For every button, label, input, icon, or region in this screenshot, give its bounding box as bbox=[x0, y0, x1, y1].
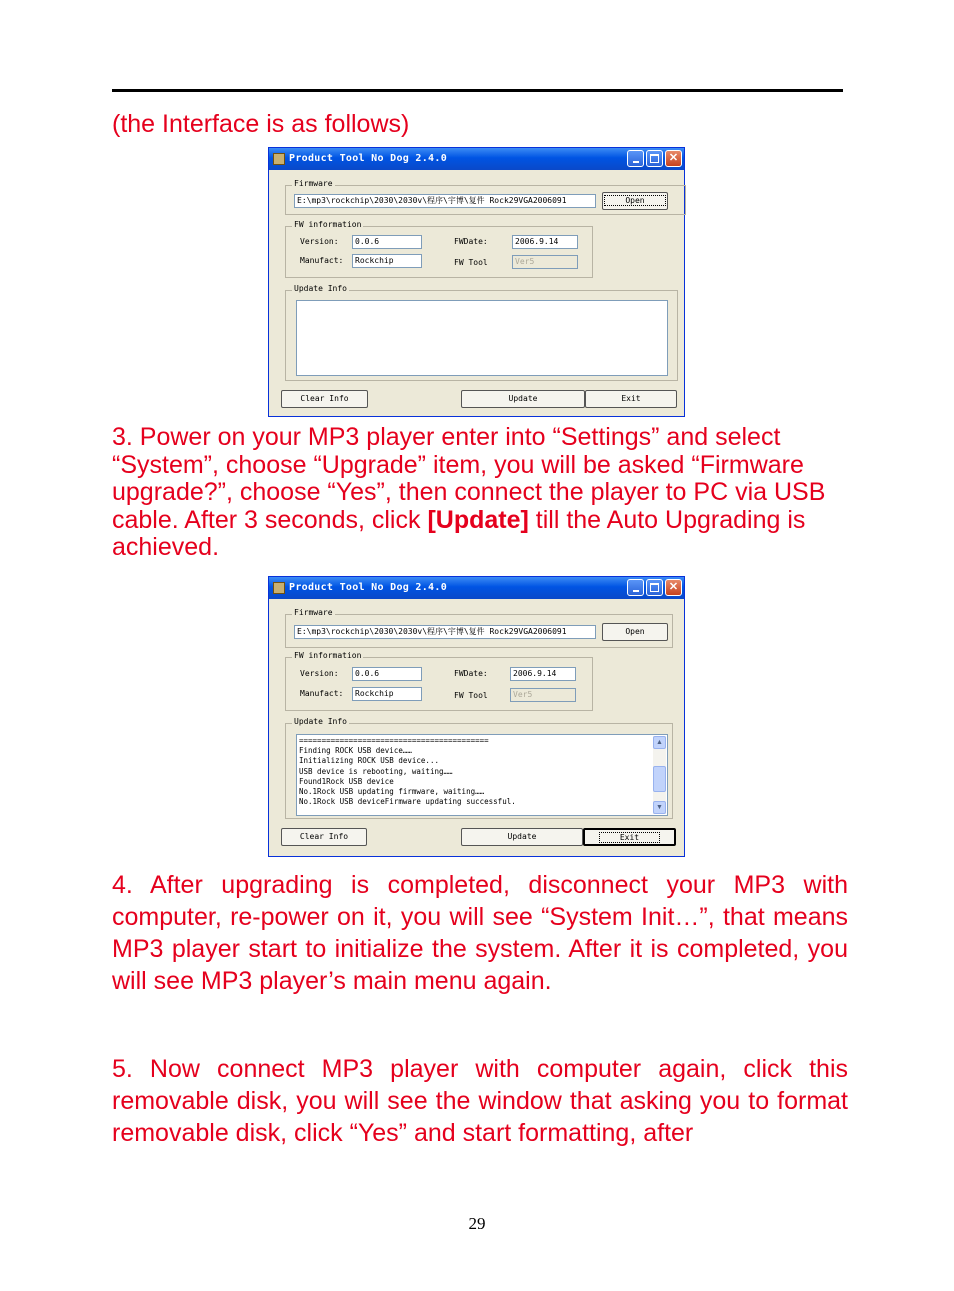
fwdate-field[interactable]: 2006.9.14 bbox=[512, 235, 578, 249]
maximize-button[interactable] bbox=[646, 150, 663, 167]
fwtool-label: FW Tool bbox=[454, 258, 488, 267]
scroll-thumb[interactable] bbox=[653, 766, 666, 792]
fwtool-label: FW Tool bbox=[454, 691, 488, 700]
maximize-icon bbox=[650, 583, 659, 592]
firmware-group bbox=[285, 608, 673, 648]
version-label: Version: bbox=[300, 237, 339, 246]
firmware-path-field[interactable]: E:\mp3\rockchip\2030\2030v\程序\宇博\复件 Rock29VGA2006091 bbox=[294, 194, 596, 208]
log-scrollbar[interactable] bbox=[653, 736, 666, 814]
minimize-icon bbox=[633, 161, 639, 163]
step-5-paragraph: 5. Now connect MP3 player with computer again, click this removable disk, you will see the window that asking you to format removable disk, click “Yes” and start formatting, after bbox=[112, 1055, 848, 1147]
fwtool-field: Ver5 bbox=[512, 255, 578, 269]
log-line: Initializing ROCK USB device... bbox=[299, 756, 439, 766]
page-number: 29 bbox=[468, 1214, 486, 1233]
header-rule bbox=[112, 89, 843, 92]
minimize-button[interactable] bbox=[627, 579, 644, 596]
fwdate-label: FWDate: bbox=[454, 237, 488, 246]
manufact-field[interactable]: Rockchip bbox=[352, 687, 422, 701]
window-title: Product Tool No Dog 2.4.0 bbox=[289, 153, 448, 164]
fw-information-group bbox=[285, 651, 593, 711]
version-field[interactable]: 0.0.6 bbox=[352, 235, 422, 249]
close-icon: ✕ bbox=[668, 152, 679, 164]
exit-button[interactable]: Exit bbox=[583, 828, 676, 846]
close-icon: ✕ bbox=[668, 581, 679, 593]
log-line: ========================================== bbox=[299, 736, 489, 745]
fwdate-field[interactable]: 2006.9.14 bbox=[510, 667, 576, 681]
firmware-legend: Firmware bbox=[294, 608, 333, 617]
scroll-up-icon[interactable]: ▲ bbox=[653, 736, 666, 749]
minimize-button[interactable] bbox=[627, 150, 644, 167]
open-button[interactable]: Open bbox=[602, 192, 668, 210]
fw-info-legend: FW information bbox=[294, 651, 362, 660]
intro-text: (the Interface is as follows) bbox=[112, 110, 410, 138]
version-field[interactable]: 0.0.6 bbox=[352, 667, 422, 681]
update-button[interactable]: Update bbox=[461, 390, 585, 408]
manufact-label: Manufact: bbox=[300, 256, 344, 265]
fwtool-field: Ver5 bbox=[510, 688, 576, 702]
update-log-box[interactable] bbox=[296, 300, 668, 376]
log-line: Finding ROCK USB device…… bbox=[299, 746, 412, 756]
scroll-down-icon[interactable]: ▼ bbox=[653, 801, 666, 814]
minimize-icon bbox=[633, 590, 639, 592]
fwdate-label: FWDate: bbox=[454, 669, 488, 678]
update-info-group bbox=[285, 284, 678, 381]
titlebar bbox=[269, 577, 684, 599]
fw-information-group bbox=[285, 220, 593, 278]
window-title: Product Tool No Dog 2.4.0 bbox=[289, 582, 448, 593]
firmware-legend: Firmware bbox=[294, 179, 333, 188]
firmware-path-field[interactable]: E:\mp3\rockchip\2030\2030v\程序\宇博\复件 Rock29VGA2006091 bbox=[294, 625, 596, 639]
app-icon bbox=[273, 153, 285, 165]
clear-info-button[interactable]: Clear Info bbox=[281, 828, 367, 846]
maximize-button[interactable] bbox=[646, 579, 663, 596]
close-button[interactable] bbox=[665, 150, 682, 167]
update-button[interactable]: Update bbox=[461, 828, 583, 846]
step-4-paragraph: 4. After upgrading is completed, disconnect your MP3 with computer, re-power on it, you will see “System Init…”, that means MP3 player start to initialize the system. After it is completed, you will see MP3 player’s main menu again. bbox=[112, 871, 848, 995]
update-info-group bbox=[285, 717, 673, 819]
titlebar bbox=[269, 148, 684, 170]
manufact-label: Manufact: bbox=[300, 689, 344, 698]
clear-info-button[interactable]: Clear Info bbox=[281, 390, 368, 408]
update-info-legend: Update Info bbox=[294, 284, 347, 293]
log-line: No.1Rock USB updating firmware, waiting…… bbox=[299, 787, 485, 797]
log-line: Found1Rock USB device bbox=[299, 776, 394, 786]
update-emphasis: [Update] bbox=[427, 505, 529, 534]
app-icon bbox=[273, 582, 285, 594]
product-tool-window-updating bbox=[268, 576, 685, 857]
version-label: Version: bbox=[300, 669, 339, 678]
close-button[interactable] bbox=[665, 579, 682, 596]
product-tool-window-empty bbox=[268, 147, 685, 417]
step-3-paragraph: 3. Power on your MP3 player enter into “Settings” and select “System”, choose “Upgrade” item, you will be asked “Firmware upgrade?”, choose “Yes”, then connect the player to PC via USB cable. After 3 seconds, click [Update] till the Auto Upgrading is achieved. bbox=[112, 423, 826, 561]
open-button[interactable]: Open bbox=[602, 623, 668, 641]
fw-info-legend: FW information bbox=[294, 220, 362, 229]
maximize-icon bbox=[650, 154, 659, 163]
update-log-box[interactable] bbox=[296, 734, 668, 816]
firmware-group bbox=[285, 179, 686, 215]
log-line: No.1Rock USB deviceFirmware updating successful. bbox=[299, 797, 516, 807]
update-info-legend: Update Info bbox=[294, 717, 347, 726]
log-line: USB device is rebooting, waiting…… bbox=[299, 766, 453, 776]
manufact-field[interactable]: Rockchip bbox=[352, 254, 422, 268]
exit-button[interactable]: Exit bbox=[585, 390, 677, 408]
